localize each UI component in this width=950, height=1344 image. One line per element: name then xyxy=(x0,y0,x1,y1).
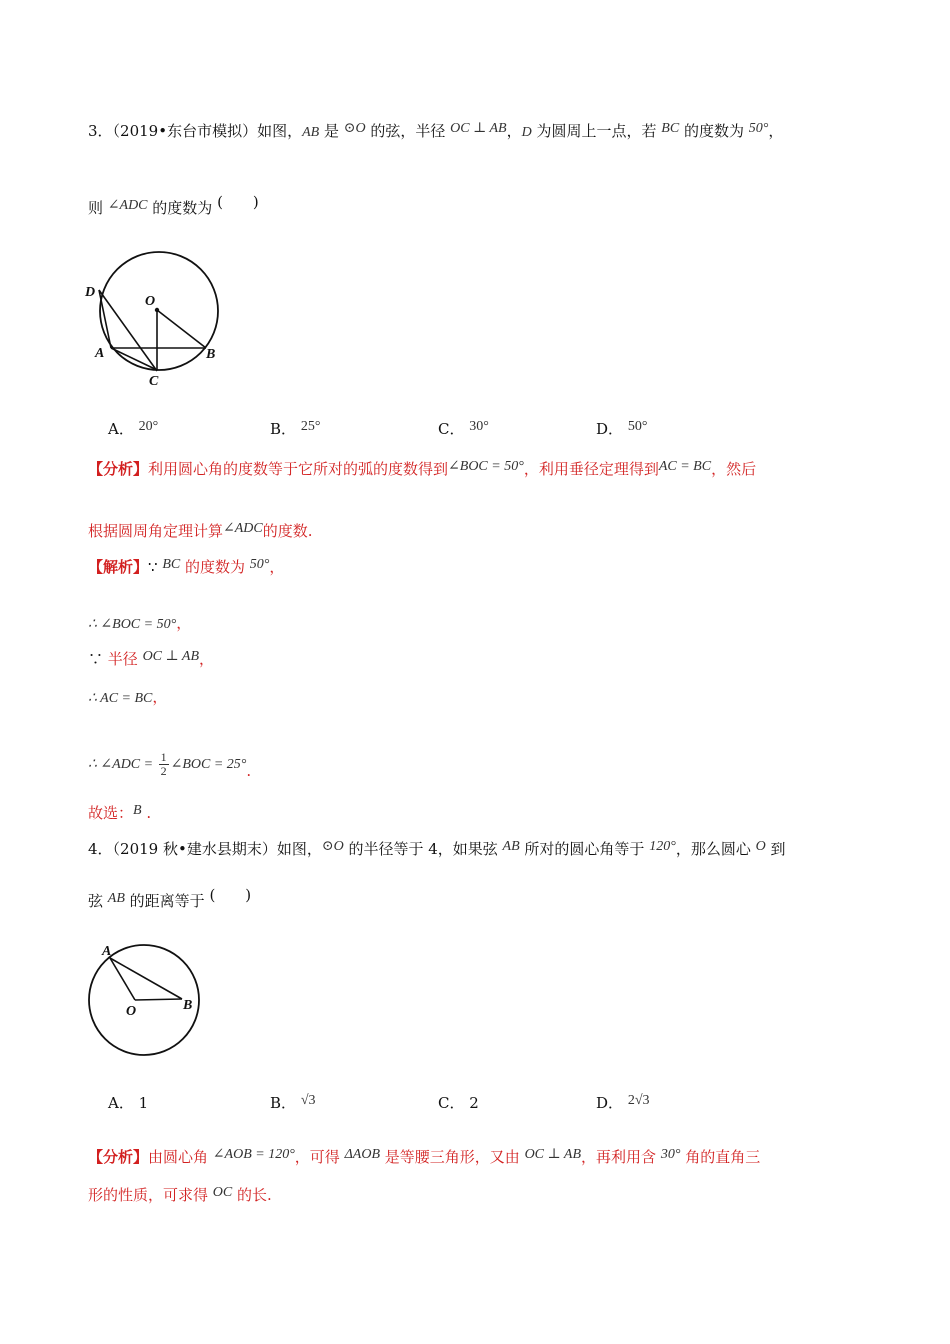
q3-math-50deg: 50° xyxy=(748,121,769,136)
option-value: √3 xyxy=(300,1093,316,1108)
q4-option-b xyxy=(270,1092,316,1116)
analysis-text: ，利用垂径定理得到 xyxy=(523,460,659,478)
q3-analysis-line-2 xyxy=(88,520,313,544)
q3-label-o: O xyxy=(145,294,156,309)
analysis-text: 的长. xyxy=(232,1186,272,1204)
q3-label-a: A xyxy=(95,346,105,361)
solution-symbol: ∵ xyxy=(148,558,163,576)
q3-radius-ob xyxy=(157,310,206,348)
q3-solution-line-4 xyxy=(88,686,167,710)
q3-solution-line-1 xyxy=(88,556,284,580)
q4-math-o: O xyxy=(755,839,766,854)
q3-math-perp: OC ⊥ AB xyxy=(450,121,507,136)
analysis-text: ，再利用含 xyxy=(581,1148,661,1166)
q3-math-angle-adc: ∠ADC xyxy=(107,198,148,213)
q3-text: 为圆周上一点，若 xyxy=(531,122,662,140)
q3-text: 的度数为 xyxy=(147,199,218,217)
q4-label-a: A xyxy=(102,944,112,959)
analysis-text: 是等腰三角形，又由 xyxy=(380,1148,525,1166)
analysis-text: 由圆心角 xyxy=(148,1148,213,1166)
option-letter: C． xyxy=(438,1094,465,1112)
option-value: 30° xyxy=(469,419,489,434)
option-value: 2 xyxy=(469,1094,479,1112)
q3-option-c xyxy=(438,418,489,442)
q4-analysis-line-2 xyxy=(88,1184,272,1208)
q3-solution-math-2: 50° xyxy=(249,557,270,572)
q3-solution-line-3 xyxy=(88,648,214,672)
q3-solution-math-4: OC ⊥ AB xyxy=(142,649,200,664)
option-letter: B． xyxy=(270,1094,297,1112)
q3-chord-ac xyxy=(111,348,157,370)
analysis-text: 角的直角三 xyxy=(680,1148,761,1166)
q3-solution-math-1: BC xyxy=(162,557,181,572)
q3-fraction-half xyxy=(159,751,169,778)
q3-text: 是 xyxy=(319,122,344,140)
q4-text: 4．（2019 秋•建水县期末）如图， xyxy=(88,840,322,858)
analysis-text: 形的性质，可求得 xyxy=(88,1186,213,1204)
q4-text: 弦 xyxy=(88,892,108,910)
q4-text: 的半径等于 4，如果弦 xyxy=(343,840,503,858)
q3-math-d: D xyxy=(521,125,532,140)
analysis-text: 的度数. xyxy=(262,522,313,540)
solution-text: ， xyxy=(152,688,168,706)
q3-question-line-1 xyxy=(88,120,783,144)
q4-chord-ab xyxy=(110,958,182,999)
analysis-text: 根据圆周角定理计算 xyxy=(88,522,224,540)
q3-answer-line xyxy=(88,802,151,826)
q3-question-line-2 xyxy=(88,193,259,221)
option-value: 50° xyxy=(627,419,648,434)
option-value: 1 xyxy=(138,1094,149,1112)
q4-analysis-math-3: OC ⊥ AB xyxy=(524,1147,582,1162)
solution-text: . xyxy=(246,762,252,780)
option-letter: D． xyxy=(596,1094,624,1112)
q4-analysis-line-1 xyxy=(88,1146,760,1170)
q3-analysis-math-1: ∠BOC = 50° xyxy=(448,459,524,474)
q3-label-d: D xyxy=(85,285,96,300)
q3-solution-math-6b: ∠BOC = 25° xyxy=(170,757,247,772)
q3-text: 的弦，半径 xyxy=(365,122,451,140)
q3-answer-paren: ( ) xyxy=(217,193,259,211)
q4-math-120deg: 120° xyxy=(649,839,676,854)
q4-analysis-math-4: 30° xyxy=(660,1147,681,1162)
q3-label-c: C xyxy=(149,374,159,389)
q4-label-b: B xyxy=(183,998,193,1013)
q4-text: 所对的圆心角等于 xyxy=(519,840,650,858)
option-letter: B． xyxy=(270,420,297,438)
q3-solution-line-5 xyxy=(88,746,251,782)
q3-text: 则 xyxy=(88,199,108,217)
q4-analysis-math-5: OC xyxy=(212,1185,233,1200)
option-value: 20° xyxy=(138,419,159,434)
option-value: 25° xyxy=(300,419,321,434)
q3-math-arc-bc: BC xyxy=(661,121,680,136)
solution-text: ， xyxy=(269,558,285,576)
q4-analysis-math-2: ΔAOB xyxy=(344,1147,381,1162)
q4-option-c xyxy=(438,1092,479,1114)
fraction-numerator: 1 xyxy=(160,749,167,764)
q3-answer-value: B xyxy=(133,803,142,818)
q4-math-ab-2: AB xyxy=(107,891,125,906)
option-value: 2√3 xyxy=(627,1093,650,1108)
q4-text: 的距离等于 xyxy=(124,892,210,910)
solution-text: 的度数为 xyxy=(180,558,250,576)
q3-analysis-line-1 xyxy=(88,458,756,482)
q4-text: 到 xyxy=(765,840,786,858)
q4-analysis-math-1: ∠AOB = 120° xyxy=(212,1147,295,1162)
analysis-text: ，然后 xyxy=(711,460,757,478)
q3-text: ， xyxy=(506,122,522,140)
q3-text: ， xyxy=(768,122,784,140)
fraction-denominator: 2 xyxy=(160,763,167,778)
q3-center-dot xyxy=(155,308,159,312)
q3-text: 3．（2019•东台市模拟）如图， xyxy=(88,122,303,140)
q3-analysis-math-2: AC = BC xyxy=(658,459,712,474)
analysis-text: ，可得 xyxy=(294,1148,345,1166)
q4-option-a xyxy=(108,1092,148,1114)
q4-radius-ob xyxy=(135,999,182,1000)
q3-label-b: B xyxy=(206,347,216,362)
solution-symbol: ∵ xyxy=(88,650,108,668)
q3-solution-math-3: ∴ ∠BOC = 50° xyxy=(88,617,177,632)
solution-text: 半径 xyxy=(107,650,143,668)
q3-option-d xyxy=(596,418,647,442)
q4-text: ，那么圆心 xyxy=(675,840,756,858)
q4-question-line-2 xyxy=(88,886,252,914)
q4-option-d xyxy=(596,1092,650,1116)
q3-option-b xyxy=(270,418,320,442)
q3-math-circle-o: ⊙O xyxy=(343,121,366,136)
q4-math-ab: AB xyxy=(502,839,520,854)
q3-analysis-tag: 【分析】 xyxy=(88,460,149,478)
q4-answer-paren: ( ) xyxy=(209,886,252,904)
answer-text: . xyxy=(141,804,152,822)
analysis-text: 利用圆心角的度数等于它所对的弧的度数得到 xyxy=(148,460,449,478)
q3-solution-math-6a: ∴ ∠ADC = xyxy=(88,757,157,772)
option-letter: A． xyxy=(108,420,134,438)
answer-text: 故选： xyxy=(88,804,134,822)
option-letter: C． xyxy=(438,420,465,438)
option-letter: D． xyxy=(596,420,624,438)
q3-option-a xyxy=(108,418,158,442)
q4-label-o: O xyxy=(126,1004,137,1019)
q4-question-line-1 xyxy=(88,838,786,862)
option-letter: A． xyxy=(108,1094,134,1112)
solution-text: ， xyxy=(199,650,215,668)
q3-solution-math-5: ∴ AC = BC xyxy=(88,691,153,706)
q3-analysis-math-3: ∠ADC xyxy=(223,521,263,536)
q4-circle-figure xyxy=(80,938,210,1058)
solution-text: ， xyxy=(176,614,192,632)
q3-math-ab: AB xyxy=(302,125,320,140)
q3-solution-line-2 xyxy=(88,612,191,636)
q4-analysis-tag: 【分析】 xyxy=(88,1148,149,1166)
q4-math-circle-o: ⊙O xyxy=(321,839,344,854)
q3-solution-tag: 【解析】 xyxy=(88,558,149,576)
q3-text: 的度数为 xyxy=(679,122,749,140)
q3-circle-figure xyxy=(80,240,230,390)
